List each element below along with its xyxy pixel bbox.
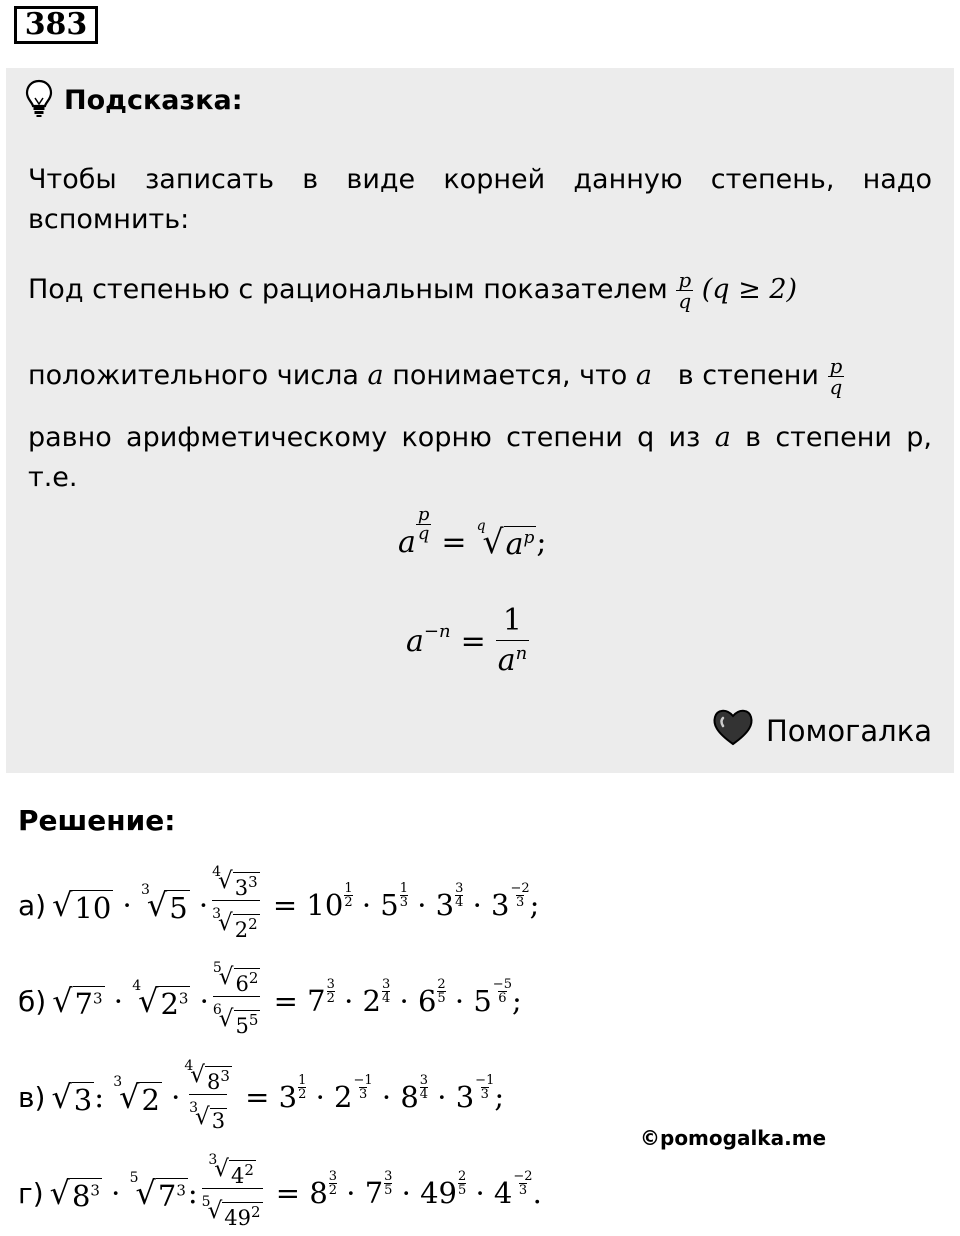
hint-paragraph-3 bbox=[28, 356, 932, 397]
row-expression: √ 10 · 3 √ 5 · 4 √ $3^3$ 3 √ $2^2$ = 10 1 2 · 5 1 3 · 3 3 4 · 3 −2 3 ; bbox=[52, 864, 540, 942]
task-number: 383 bbox=[14, 6, 98, 44]
frac-numerator: p bbox=[829, 354, 843, 378]
equals-sign: = bbox=[441, 524, 467, 560]
row-label: а) bbox=[18, 888, 47, 922]
frac-numerator: p bbox=[678, 268, 692, 292]
hint-p4-text-b: в степени р, т.е. bbox=[28, 422, 932, 493]
brand bbox=[712, 708, 932, 753]
hint-p4-text: равно арифметическому корню степени q из bbox=[28, 422, 701, 453]
formula-base: a bbox=[398, 524, 416, 560]
hint-p3-text-c: в степени bbox=[677, 360, 819, 391]
solution-row-g bbox=[18, 1150, 542, 1236]
brand-name: Помогалка bbox=[766, 713, 932, 748]
row-label: б) bbox=[18, 984, 47, 1018]
fraction-p-over-q bbox=[828, 356, 845, 397]
condition: (q ≥ 2) bbox=[701, 274, 798, 305]
row-expression: √ $7^3$ · 4 √ $2^3$ · 5 √ $6^2$ 6 √ $5^5$ = 7 3 2 · 2 3 4 · 6 2 5 · 5 −5 6 ; bbox=[52, 960, 522, 1038]
formula-base: a bbox=[406, 623, 424, 659]
formula-negative-exponent bbox=[406, 603, 529, 678]
hint-p2-text: Под степенью с рациональным показателем bbox=[28, 274, 668, 305]
var-a: a bbox=[635, 360, 653, 391]
hint-paragraph-4 bbox=[28, 418, 932, 498]
frac-denominator: q bbox=[829, 375, 843, 399]
frac-denominator: q bbox=[678, 289, 692, 313]
watermark: ©pomogalka.me bbox=[640, 1126, 827, 1150]
solution-row-b bbox=[18, 958, 522, 1044]
power-p: p bbox=[523, 528, 535, 548]
formula-separator: ; bbox=[536, 524, 547, 560]
solution-row-a bbox=[18, 862, 539, 948]
equals-sign: = bbox=[460, 623, 486, 659]
hint-paragraph-2 bbox=[28, 270, 932, 311]
hint-p3-text-b: понимается, что bbox=[392, 360, 628, 391]
formula-fraction bbox=[496, 603, 529, 678]
var-a: a bbox=[367, 360, 384, 391]
var-a: a bbox=[714, 422, 731, 453]
var-a: a bbox=[497, 643, 516, 678]
hint-p3-text-a: положительного числа bbox=[28, 360, 359, 391]
hint-panel bbox=[6, 68, 954, 773]
row-label: г) bbox=[18, 1176, 44, 1210]
radical-sign: √ bbox=[482, 522, 504, 561]
lightbulb-icon bbox=[24, 78, 54, 122]
frac-numerator: p bbox=[417, 503, 430, 525]
hint-title: Подсказка: bbox=[64, 84, 243, 116]
fraction-p-over-q bbox=[676, 270, 693, 311]
frac-denominator: $a^n$ bbox=[496, 640, 529, 676]
frac-denominator: q bbox=[417, 522, 430, 544]
formula-exponent bbox=[416, 503, 432, 544]
heart-icon bbox=[712, 708, 754, 753]
hint-header bbox=[24, 80, 243, 120]
formula-exponent: −n bbox=[423, 620, 451, 642]
row-label: в) bbox=[18, 1080, 46, 1114]
var-a: a bbox=[505, 527, 524, 562]
radical-argument bbox=[504, 526, 537, 562]
solution-row-v bbox=[18, 1054, 504, 1140]
formula-rational-exponent bbox=[398, 503, 547, 562]
radical-index: q bbox=[476, 518, 486, 534]
row-expression: √ 3 : 3 √ 2 · 4 √ $8^3$ 3 √ 3 = 3 1 2 · 2 −1 3 · 8 3 4 · 3 −1 3 ; bbox=[51, 1057, 505, 1133]
row-expression: √ $8^3$ · 5 √ $7^3$ : 3 √ $4^2$ 5 √ $49^2$ = 8 3 2 · 7 3 5 · 49 2 5 · 4 −2 3 . bbox=[49, 1152, 542, 1230]
hint-paragraph-1: Чтобы записать в виде корней данную степень, надо вспомнить: bbox=[28, 164, 932, 235]
radical bbox=[476, 518, 537, 562]
solution-title: Решение: bbox=[18, 804, 176, 837]
frac-numerator: 1 bbox=[502, 603, 522, 638]
